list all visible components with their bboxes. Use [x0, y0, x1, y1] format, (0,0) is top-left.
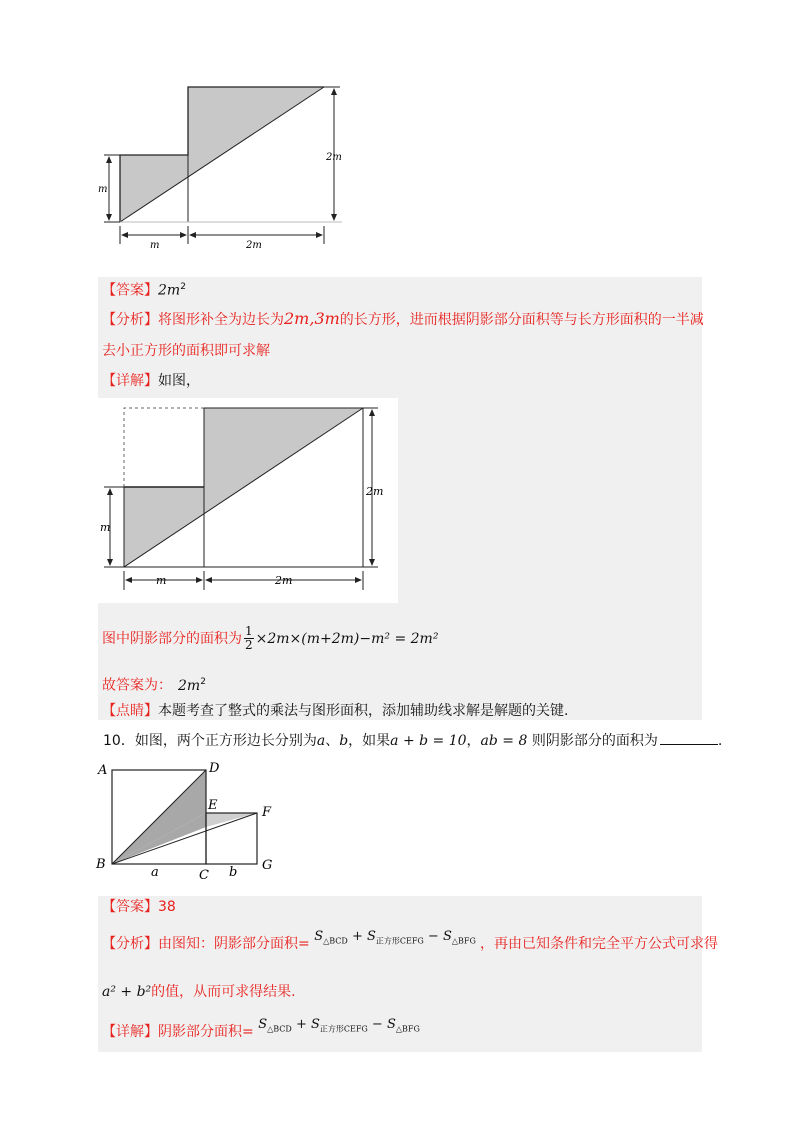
answer-line-10 — [102, 897, 176, 917]
analysis-text-1-10: 由图知：阴影部分面积= — [158, 936, 310, 952]
q10-number: 10． — [103, 733, 135, 749]
area-fraction — [244, 625, 254, 652]
fig3-label-a: a — [151, 865, 159, 880]
fig1-label-m-bottom: m — [150, 240, 160, 250]
fig2-label-2m-bottom: 2m — [275, 574, 293, 587]
s-bcd-sub: △BCD — [323, 936, 348, 946]
ab-squared: a² + b² — [102, 984, 152, 1000]
figure-2-completed-rectangle — [98, 398, 398, 603]
s-formula — [314, 929, 480, 944]
s-bfg-sub: △BFG — [451, 936, 476, 946]
q10-text-2: ，如果 — [348, 733, 391, 749]
analysis-line-10 — [102, 929, 718, 960]
fig3-label-E: E — [208, 798, 218, 813]
s-bfg: S — [442, 929, 452, 944]
question-10 — [103, 731, 722, 751]
answer-tag-10: 【答案】 — [102, 899, 158, 915]
fig2-label-m-left: m — [100, 521, 111, 534]
analysis-line-10b — [102, 982, 296, 1002]
fig3-label-A: A — [98, 763, 108, 778]
frac-den: 2 — [245, 638, 253, 652]
result-value: 2m — [178, 677, 201, 694]
figure-3-two-squares — [92, 758, 292, 880]
detail-tag: 【详解】 — [102, 373, 158, 389]
q10-period: . — [717, 733, 723, 749]
s-bcd-sub-d: △BCD — [267, 1024, 292, 1034]
s-bfg-sub-d: △BFG — [395, 1024, 420, 1034]
s-minus-d: − — [367, 1017, 387, 1032]
analysis-tag-10: 【分析】 — [102, 936, 158, 952]
q10-cond-1: a + b = 10 — [390, 733, 467, 749]
q10-sep: 、 — [325, 733, 340, 749]
frac-num: 1 — [245, 624, 253, 638]
comment-text: 本题考查了整式的乘法与图形面积，添加辅助线求解是解题的关键. — [158, 703, 569, 719]
analysis-line-9 — [102, 309, 704, 330]
answer-line-9: 【答案】$2m^2$ — [102, 282, 186, 299]
detail-tag-10: 【详解】 — [102, 1024, 158, 1040]
q10-a: a — [316, 733, 326, 749]
analysis-text-3: 去小正方形的面积即可求解 — [102, 343, 270, 359]
figure-1-stair-rectangle — [98, 80, 358, 250]
fig1-label-2m-right: 2m — [326, 152, 342, 163]
comment-tag: 【点睛】 — [102, 703, 158, 719]
area-text: 图中阴影部分的面积为 — [102, 630, 242, 647]
answer-value: 2m — [158, 282, 181, 299]
analysis-text-2-10: ，再由已知条件和完全平方公式可求得 — [480, 936, 718, 952]
area-line-9 — [102, 625, 438, 659]
detail-text: 如图， — [158, 373, 200, 389]
s-sq-sub: 正方形CEFG — [375, 936, 424, 946]
answer-blank — [660, 732, 718, 745]
fig3-label-F: F — [262, 805, 272, 820]
s-bfg-d: S — [386, 1017, 396, 1032]
analysis-text-2: 的长方形，进而根据阴影部分面积等与长方形面积的一半减 — [339, 312, 704, 328]
analysis-text-3-10: 的值，从而可求得结果. — [151, 984, 296, 1000]
s-sq-d: S — [310, 1017, 320, 1032]
fig2-label-2m-right: 2m — [366, 485, 384, 498]
fig3-label-C: C — [199, 868, 209, 880]
q10-comma: ， — [466, 733, 481, 749]
q10-text-1: 如图，两个正方形边长分别为 — [134, 733, 317, 749]
s-bcd: S — [314, 929, 324, 944]
answer-tag: 【答案】 — [102, 282, 158, 299]
s-formula-detail — [258, 1017, 420, 1032]
s-sq-sub-d: 正方形CEFG — [319, 1024, 368, 1034]
result-line-9: 故答案为： $2m^2$ — [102, 677, 206, 694]
fig3-label-b: b — [229, 865, 238, 880]
s-sq: S — [366, 929, 376, 944]
fig3-label-G: G — [262, 858, 273, 873]
q10-b: b — [339, 733, 349, 749]
answer-value-10: 38 — [158, 899, 176, 915]
analysis-math: 2m,3m — [284, 309, 340, 328]
fig1-label-2m-bottom: 2m — [246, 240, 262, 250]
detail-text-10: 阴影部分面积= — [158, 1024, 254, 1040]
area-formula: ×2m×(m+2m)−m² = 2m² — [255, 630, 439, 647]
s-minus: − — [423, 929, 443, 944]
analysis-tag: 【分析】 — [102, 312, 158, 328]
s-bcd-d: S — [258, 1017, 268, 1032]
q10-text-3: 则阴影部分的面积为 — [527, 733, 658, 749]
result-text: 故答案为： — [102, 677, 172, 694]
detail-line-10 — [102, 1017, 420, 1048]
detail-line-9 — [102, 371, 200, 391]
s-plus: + — [347, 929, 367, 944]
fig1-label-m-left: m — [98, 184, 108, 195]
s-plus-d: + — [291, 1017, 311, 1032]
q10-cond-2: ab = 8 — [480, 733, 528, 749]
fig3-label-B: B — [96, 857, 106, 872]
fig3-label-D: D — [209, 761, 220, 776]
analysis-text-1: 将图形补全为边长为 — [158, 312, 284, 328]
comment-line-9 — [102, 701, 568, 721]
fig2-label-m-bottom: m — [156, 574, 167, 587]
